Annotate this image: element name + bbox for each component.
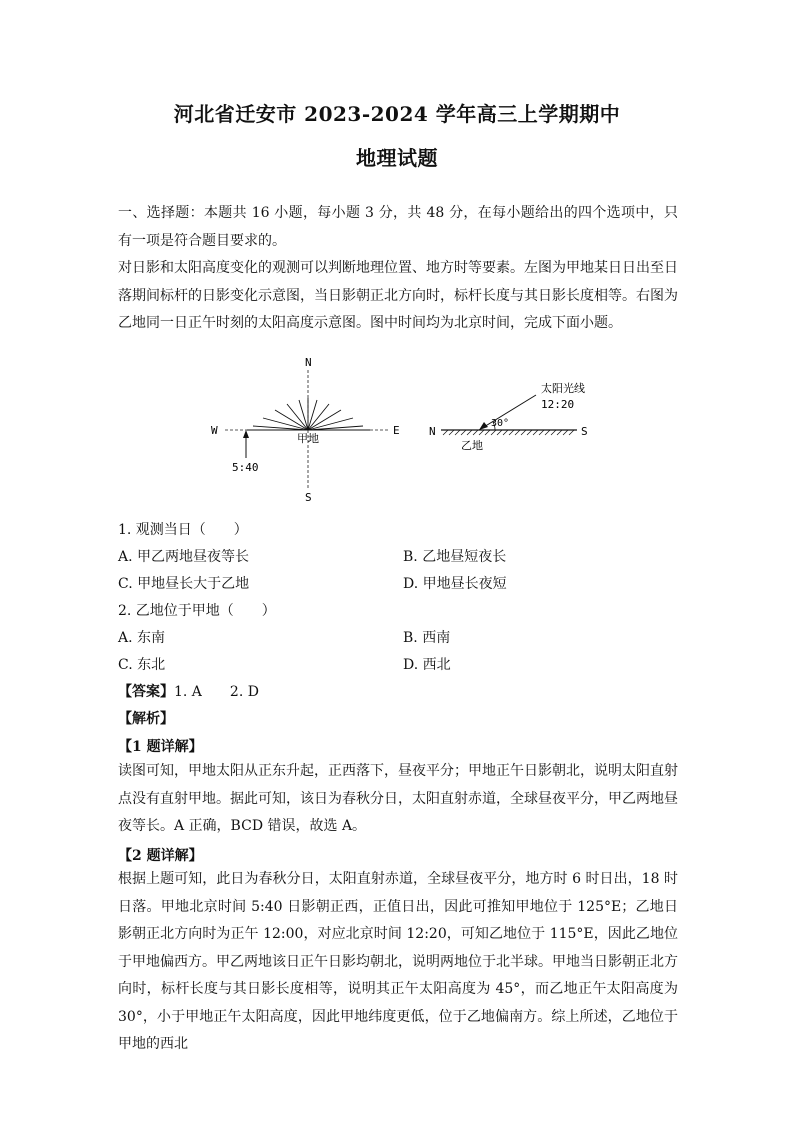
right-north-label: N: [429, 425, 436, 438]
right-south-label: S: [581, 425, 588, 438]
sun-ray-label: 太阳光线: [541, 382, 585, 395]
right-time-label: 12:20: [541, 398, 575, 411]
analysis-label: 【解析】: [118, 711, 174, 727]
question-1-stem: 1. 观测当日（ ）: [118, 522, 248, 538]
document-title: 河北省迁安市 2023-2024 学年高三上学期期中: [173, 102, 621, 126]
detail-2-text: 根据上题可知，此日为春秋分日，太阳直射赤道，全球昼夜平分，地方时 6 时日出，18 时日落。甲地北京时间 5:40 日影朝正西，正值日出，因此可推知甲地位于 125°E；乙地日影朝正北方向时为正午 12:00，对应北京时间 12:20，可知乙地位于 115°E，因此乙地位于甲地偏西方。甲乙两地该日正午日影均朝北，说明两地位于北半球。甲地当日影朝正北方向时，标杆长度与其日影长度相等，说明其正午太阳高度为 45°，而乙地正午太阳高度为 30°，小于甲地正午太阳高度，因此甲地纬度更低，位于乙地偏南方。综上所述，乙地位于甲地的西北: [118, 871, 678, 1052]
left-east-label: E: [393, 424, 400, 437]
left-place-label: 甲地: [297, 432, 319, 445]
answer-label: 【答案】: [118, 684, 174, 700]
detail-1-text: 读图可知，甲地太阳从正东升起，正西落下，昼夜平分；甲地正午日影朝北，说明太阳直射点没有直射甲地。据此可知，该日为春秋分日，太阳直射赤道，全球昼夜平分，甲乙两地昼夜等长。A 正确，BCD 错误，故选 A。: [118, 763, 678, 834]
question-2-option-c: C. 东北: [118, 657, 166, 673]
question-2-option-d: D. 西北: [403, 657, 451, 673]
figure-right-yidi: [429, 381, 588, 452]
question-2-option-a: A. 东南: [118, 630, 166, 646]
answer-line: [118, 681, 259, 701]
detail-1-label: 【1 题详解】: [118, 739, 203, 755]
question-passage: 对日影和太阳高度变化的观测可以判断地理位置、地方时等要素。左图为甲地某日日出至日落期间标杆的日影变化示意图，当日影朝正北方向时，标杆长度与其日影长度相等。右图为乙地同一日正午时刻的太阳高度示意图。图中时间均为北京时间，完成下面小题。: [118, 260, 678, 331]
sun-angle-label: 30°: [491, 418, 510, 429]
section-intro: 一、选择题：本题共 16 小题，每小题 3 分，共 48 分，在每小题给出的四个选项中，只有一项是符合题目要求的。: [118, 205, 678, 249]
question-2-stem: 2. 乙地位于甲地（ ）: [118, 603, 276, 619]
question-1-option-b: B. 乙地昼短夜长: [403, 549, 507, 565]
answer-text: 1. A 2. D: [174, 684, 259, 700]
question-1-option-a: A. 甲乙两地昼夜等长: [118, 549, 250, 565]
left-time-label: 5:40: [232, 461, 259, 474]
detail-2-label: 【2 题详解】: [118, 848, 203, 864]
left-west-label: W: [211, 424, 218, 437]
left-south-label: S: [305, 491, 312, 504]
figure-left-jiadi: [211, 356, 400, 504]
question-1-option-d: D. 甲地昼长夜短: [403, 576, 507, 592]
left-north-label: N: [305, 356, 312, 369]
question-1-option-c: C. 甲地昼长大于乙地: [118, 576, 250, 592]
question-2-option-b: B. 西南: [403, 630, 451, 646]
right-place-label: 乙地: [461, 439, 483, 452]
figure-shadow-diagram: [205, 352, 615, 512]
document-subtitle: 地理试题: [356, 146, 438, 170]
